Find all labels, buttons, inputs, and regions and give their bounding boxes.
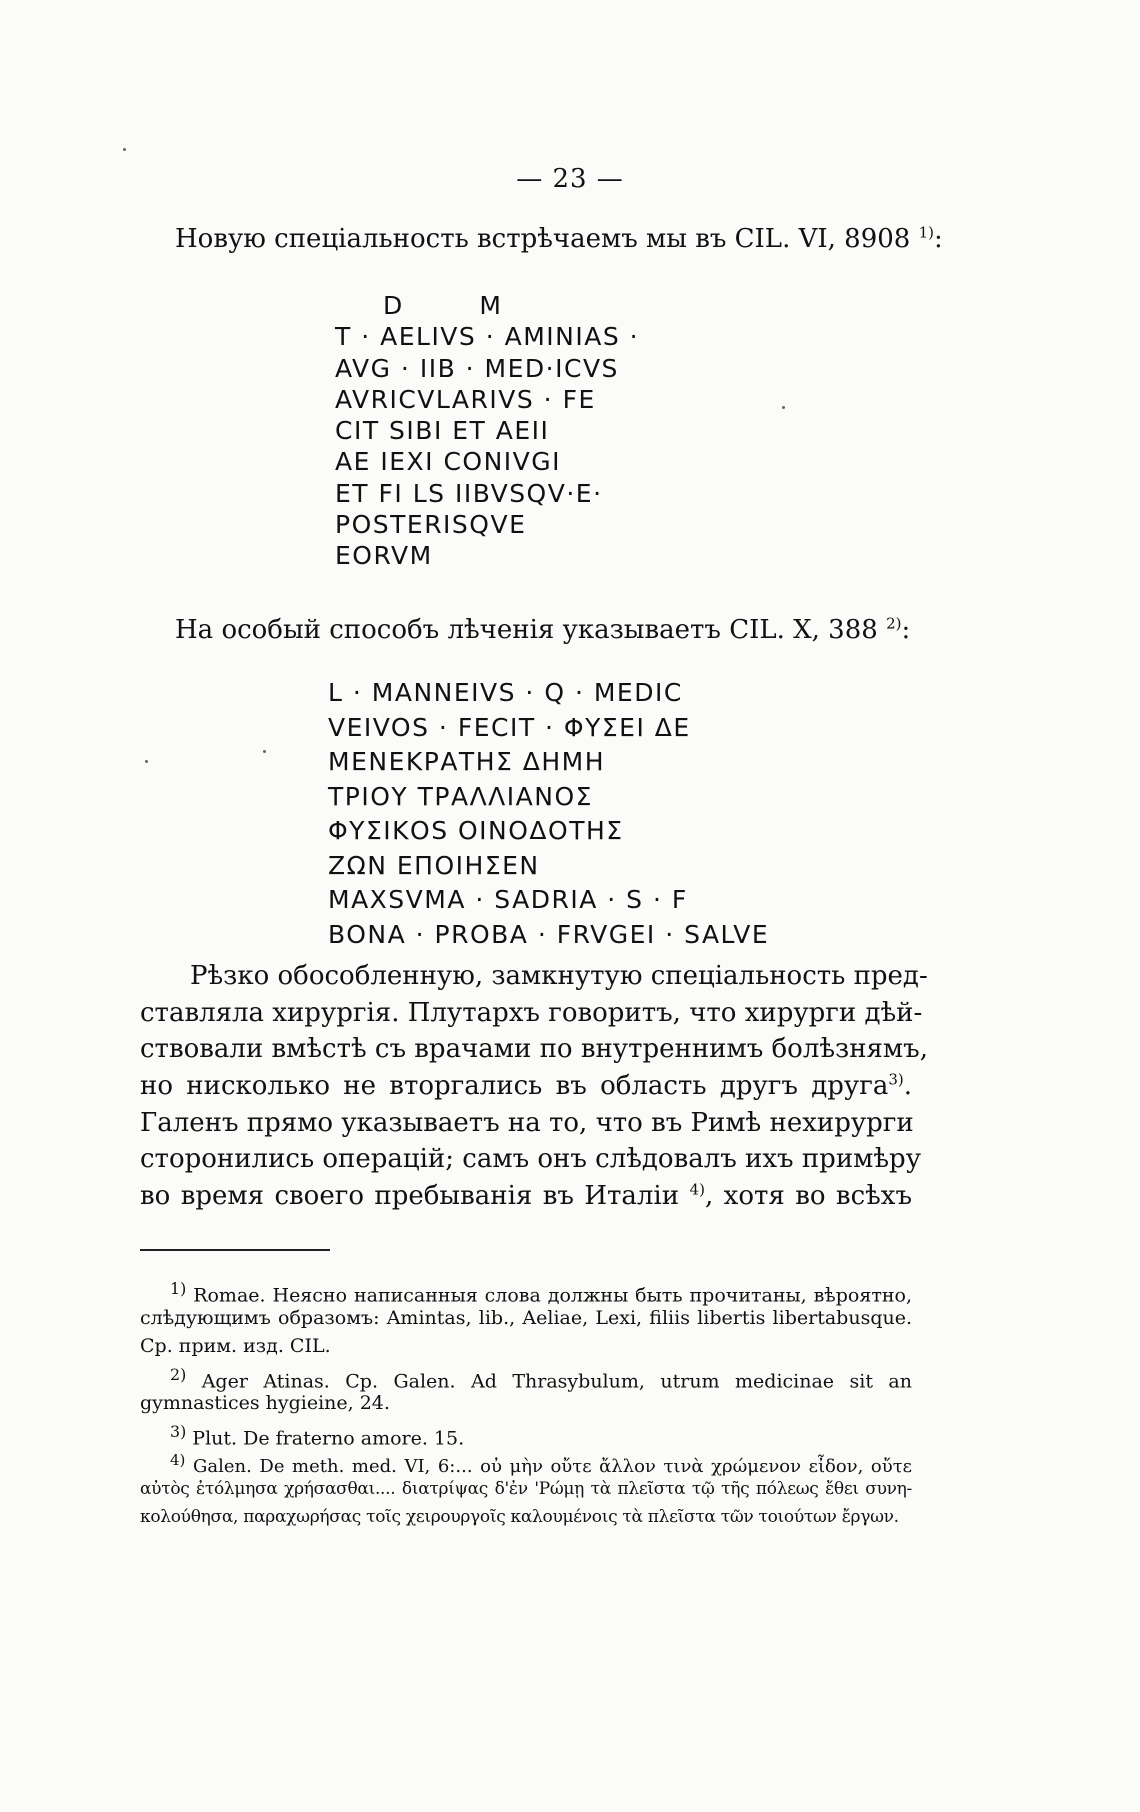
footnote-4: $^{4)}$ Galen. De meth. med. VI, 6:... οὐ μὴν οὔτε ἄλλον τινὰ χρώμενον εἶδον, οὔτε xyxy=(170,1451,912,1477)
footnotes xyxy=(140,1275,912,1532)
inscription-line: EORVM xyxy=(335,541,433,571)
footnote-2: $^{2)}$ Ager Atinas. Cp. Galen. Ad Thrasybulum, utrum medicinae sit an xyxy=(170,1364,912,1392)
inscription-line: BONA · PROBA · FRVGEI · SALVE xyxy=(328,919,770,949)
footnote-3: $^{3)}$ Plut. De fraterno amore. 15. xyxy=(170,1421,465,1449)
page-number: — 23 — xyxy=(516,164,624,194)
footnote-marker: 3) xyxy=(170,1421,187,1441)
body-line: сторонились операцій; самъ онъ слѣдовалъ ихъ примѣру xyxy=(140,1144,921,1175)
inscription-1 xyxy=(335,290,640,572)
footnote-ref: 4) xyxy=(689,1180,705,1199)
footnote-marker: 2) xyxy=(170,1364,187,1384)
inscription-line: AVG · IIB · MED·ICVS xyxy=(335,353,619,383)
inscription-line: MAXSVMA · SADRIA · S · F xyxy=(328,885,688,914)
inscription-line: ΜΕΝΕΚΡΑΤΗΣ ΔΗΜΗ xyxy=(328,747,606,776)
footnote-line: gymnastices hygieine, 24. xyxy=(140,1392,390,1414)
speck xyxy=(123,148,126,151)
speck xyxy=(782,406,785,409)
inscription-line: POSTERISQVE xyxy=(335,510,527,540)
body-paragraph xyxy=(140,958,928,1215)
intro-paragraph-2: На особый способъ лѣченія указываетъ CIL. X, 388 $^{2)}$: xyxy=(175,614,911,645)
inscription-line: ΦΥΣΙΚΟS ΟΙΝΟΔΟΤΗΣ xyxy=(328,816,624,845)
body-line: Галенъ прямо указываетъ на то, что въ Римѣ нехирурги xyxy=(140,1107,914,1138)
inscription-2 xyxy=(328,676,769,952)
footnote-line: κολούθησα, παραχωρήσας τοῖς χειρουργοῖς καλουμένοις τὰ πλεῖστα τῶν τοιούτων ἔργων. xyxy=(140,1507,899,1527)
body-line: ствовали вмѣстѣ съ врачами по внутреннимъ болѣзнямъ, xyxy=(140,1034,928,1065)
inscription-line: ΖΩΝ ΕΠΟΙΗΣΕΝ xyxy=(328,850,540,880)
inscription-line: ET FI LS IIBVSQV·E· xyxy=(335,478,603,508)
inscription-line: T · AELIVS · AMINIAS · xyxy=(335,322,640,352)
body-line-4: но нисколько не вторгались въ область другъ друга$^{3)}$. xyxy=(140,1070,912,1102)
footnote-marker: 4) xyxy=(170,1451,186,1469)
inscription-line: ΤΡΙΟΥ ΤΡΑΛΛΙΑΝΟΣ xyxy=(328,781,593,811)
inscription-line: VEIVOS · FECIT · ΦΥΣΕΙ ΔΕ xyxy=(328,712,691,742)
speck xyxy=(263,750,266,753)
inscription-line: AVRICVLARIVS · FE xyxy=(335,384,596,414)
footnote-1: $^{1)}$ Romae. Неясно написанныя слова должны быть прочитаны, вѣроятно, xyxy=(170,1279,912,1307)
footnote-ref: 2) xyxy=(886,614,902,633)
footnote-marker: 1) xyxy=(170,1279,187,1298)
footnote-line: αὐτὸς ἐτόλμησα χρήσασθαι.... διατρίψας δ'ἐν 'Ρώμῃ τὰ πλεῖστα τῷ τῆς πόλεως ἔθει συνη- xyxy=(140,1478,912,1499)
footnote-line: слѣдующимъ образомъ: Amintas, lib., Aeliae, Lexi, filiis libertis libertabusque. xyxy=(140,1306,912,1329)
body-line: ставляла хирургія. Плутархъ говоритъ, что хирурги дѣй- xyxy=(140,997,923,1028)
speck xyxy=(145,760,148,763)
intro-paragraph-1: Новую спеціальность встрѣчаемъ мы въ CIL. VI, 8908 $^{1)}$: xyxy=(175,223,943,254)
footnote-ref: 3) xyxy=(888,1070,904,1089)
inscription-line: CIT SIBI ET AEII xyxy=(335,416,550,446)
footnote-ref: 1) xyxy=(918,223,935,242)
intro-text: На особый способъ лѣченія указываетъ CIL. X, 388 xyxy=(175,615,878,645)
body-line-7: во время своего пребыванія въ Италіи $^{4)}$, хотя во всѣхъ xyxy=(140,1180,913,1212)
inscription-line: L · MANNEIVS · Q · MEDIC xyxy=(328,678,683,707)
body-line: Рѣзко обособленную, замкнутую спеціальность пред- xyxy=(190,961,928,991)
inscription-line: D M xyxy=(383,291,503,320)
intro-text: Новую спеціальность встрѣчаемъ мы въ CIL. VI, 8908 xyxy=(175,224,911,254)
footnote-line: Ср. прим. изд. CIL. xyxy=(140,1335,331,1357)
inscription-line: AE IEXI CONIVGI xyxy=(335,447,562,477)
footnote-divider xyxy=(140,1249,330,1251)
